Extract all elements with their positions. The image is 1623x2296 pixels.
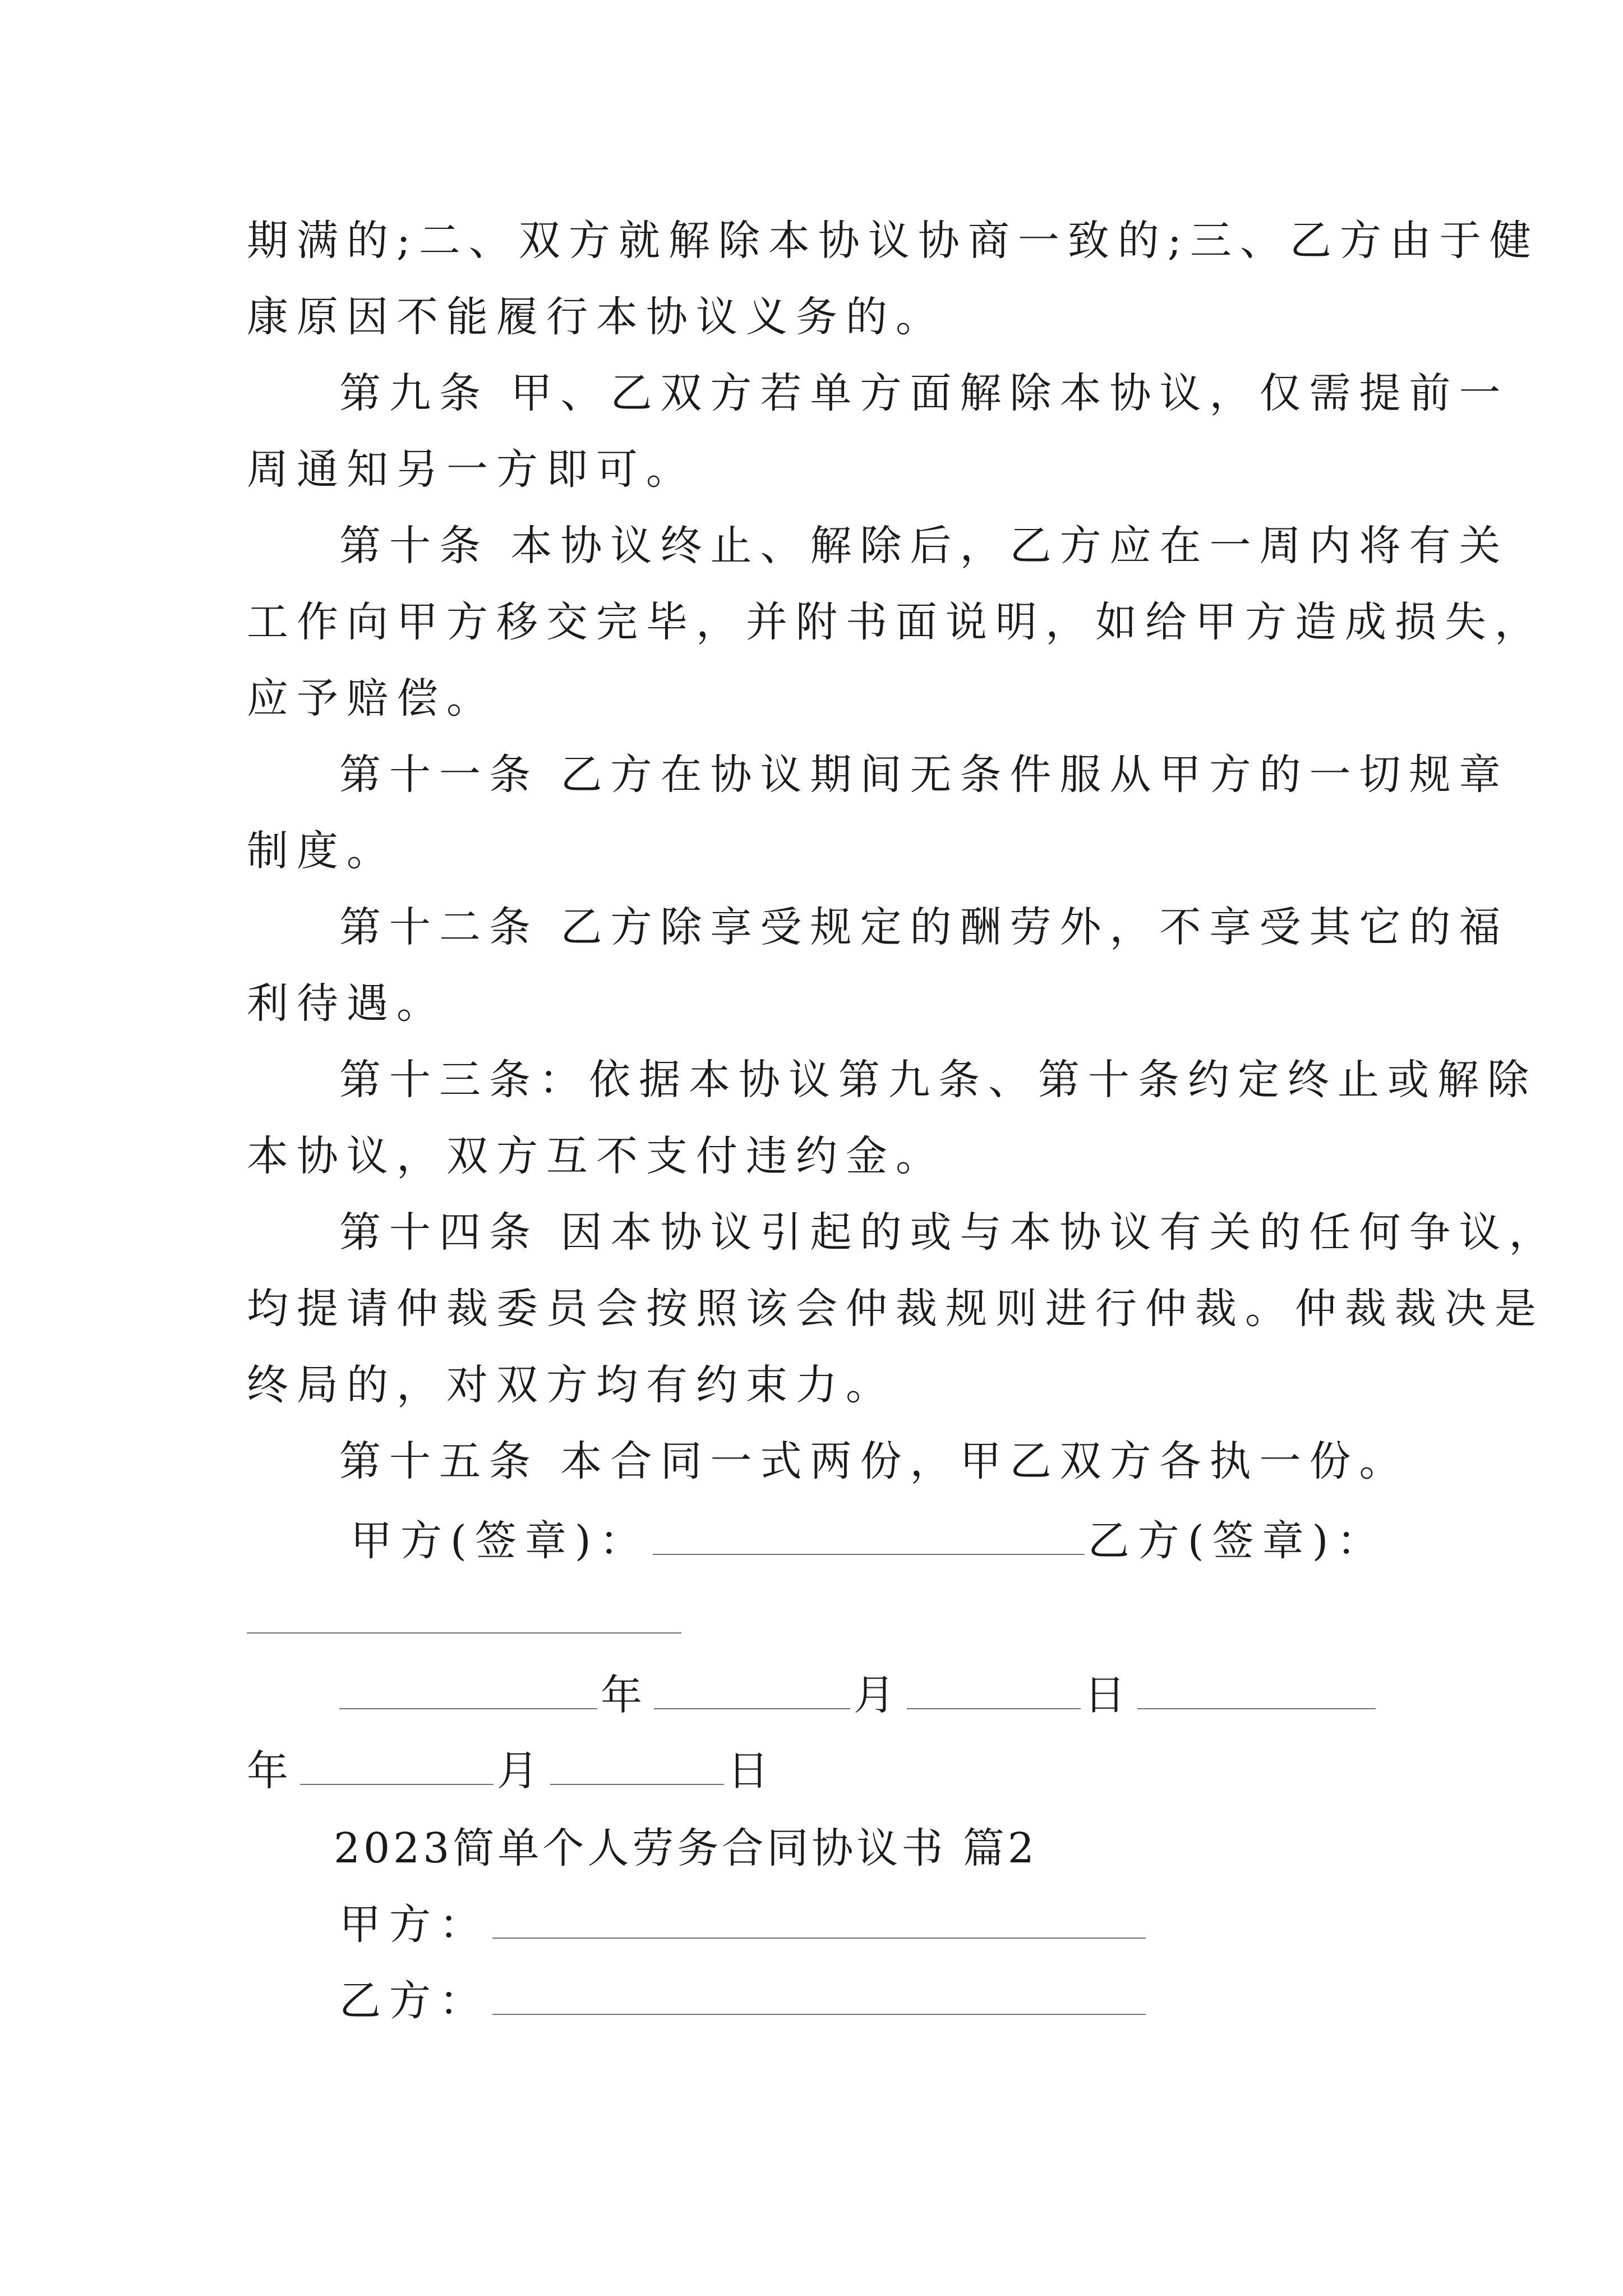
year-blank: [339, 1674, 597, 1709]
signature-row: [351, 1517, 1387, 1565]
date-row-a: [339, 1671, 1379, 1719]
year-blank-b: [1137, 1674, 1376, 1709]
article-14-line: 终局的，对双方均有约束力。: [247, 1361, 896, 1409]
party-b-signature-label: 乙方(签章)：: [1087, 1517, 1387, 1565]
day-blank-b: [550, 1750, 724, 1785]
article-10-line: 工作向甲方移交完毕，并附书面说明，如给甲方造成损失，: [247, 598, 1544, 646]
article-15-line: 第十五条 本合同一式两份，甲乙双方各执一份。: [339, 1437, 1409, 1485]
month-label-b: 月: [497, 1747, 547, 1795]
article-13-line: 第十三条：依据本协议第九条、第十条约定终止或解除: [339, 1056, 1537, 1104]
paragraph-line: 期满的;二、双方就解除本协议协商一致的;三、乙方由于健: [247, 217, 1539, 265]
article-14-line: 第十四条 因本协议引起的或与本协议有关的任何争议，: [339, 1208, 1559, 1257]
article-12-line: 第十二条 乙方除享受规定的酬劳外，不享受其它的福: [339, 903, 1509, 951]
article-10-line: 应予赔偿。: [247, 674, 496, 723]
section-2-party-a-blank: [492, 1904, 1146, 1939]
section-2-party-a-row: [339, 1901, 1149, 1949]
day-label: 日: [1084, 1671, 1134, 1719]
year-label: 年: [601, 1671, 651, 1719]
section-2-party-a-label: 甲方：: [339, 1901, 489, 1949]
year-label-b: 年: [247, 1747, 297, 1795]
article-11-line: 制度。: [247, 827, 396, 875]
day-label-b: 日: [727, 1747, 777, 1795]
section-2-title: 2023简单个人劳务合同协议书 篇2: [334, 1824, 1038, 1872]
party-a-signature-label: 甲方(签章)：: [351, 1517, 649, 1565]
party-b-signature-blank: [247, 1632, 681, 1634]
month-label: 月: [854, 1671, 903, 1719]
section-2-party-b-row: [339, 1977, 1149, 2025]
month-blank-b: [300, 1750, 494, 1785]
article-13-line: 本协议，双方互不支付违约金。: [247, 1132, 946, 1180]
article-9-line: 周通知另一方即可。: [247, 445, 696, 494]
section-2-party-b-blank: [492, 1980, 1146, 2015]
article-11-line: 第十一条 乙方在协议期间无条件服从甲方的一切规章: [339, 751, 1509, 799]
article-9-line: 第九条 甲、乙双方若单方面解除本协议，仅需提前一: [339, 369, 1509, 417]
day-blank: [907, 1674, 1081, 1709]
article-12-line: 利待遇。: [247, 979, 446, 1028]
paragraph-line: 康原因不能履行本协议义务的。: [247, 293, 946, 341]
party-a-signature-blank: [653, 1520, 1085, 1555]
section-2-party-b-label: 乙方：: [339, 1977, 489, 2025]
month-blank: [654, 1674, 850, 1709]
article-14-line: 均提请仲裁委员会按照该会仲裁规则进行仲裁。仲裁裁决是: [247, 1285, 1544, 1333]
article-10-line: 第十条 本协议终止、解除后，乙方应在一周内将有关: [339, 522, 1509, 570]
date-row-b: [247, 1747, 777, 1795]
